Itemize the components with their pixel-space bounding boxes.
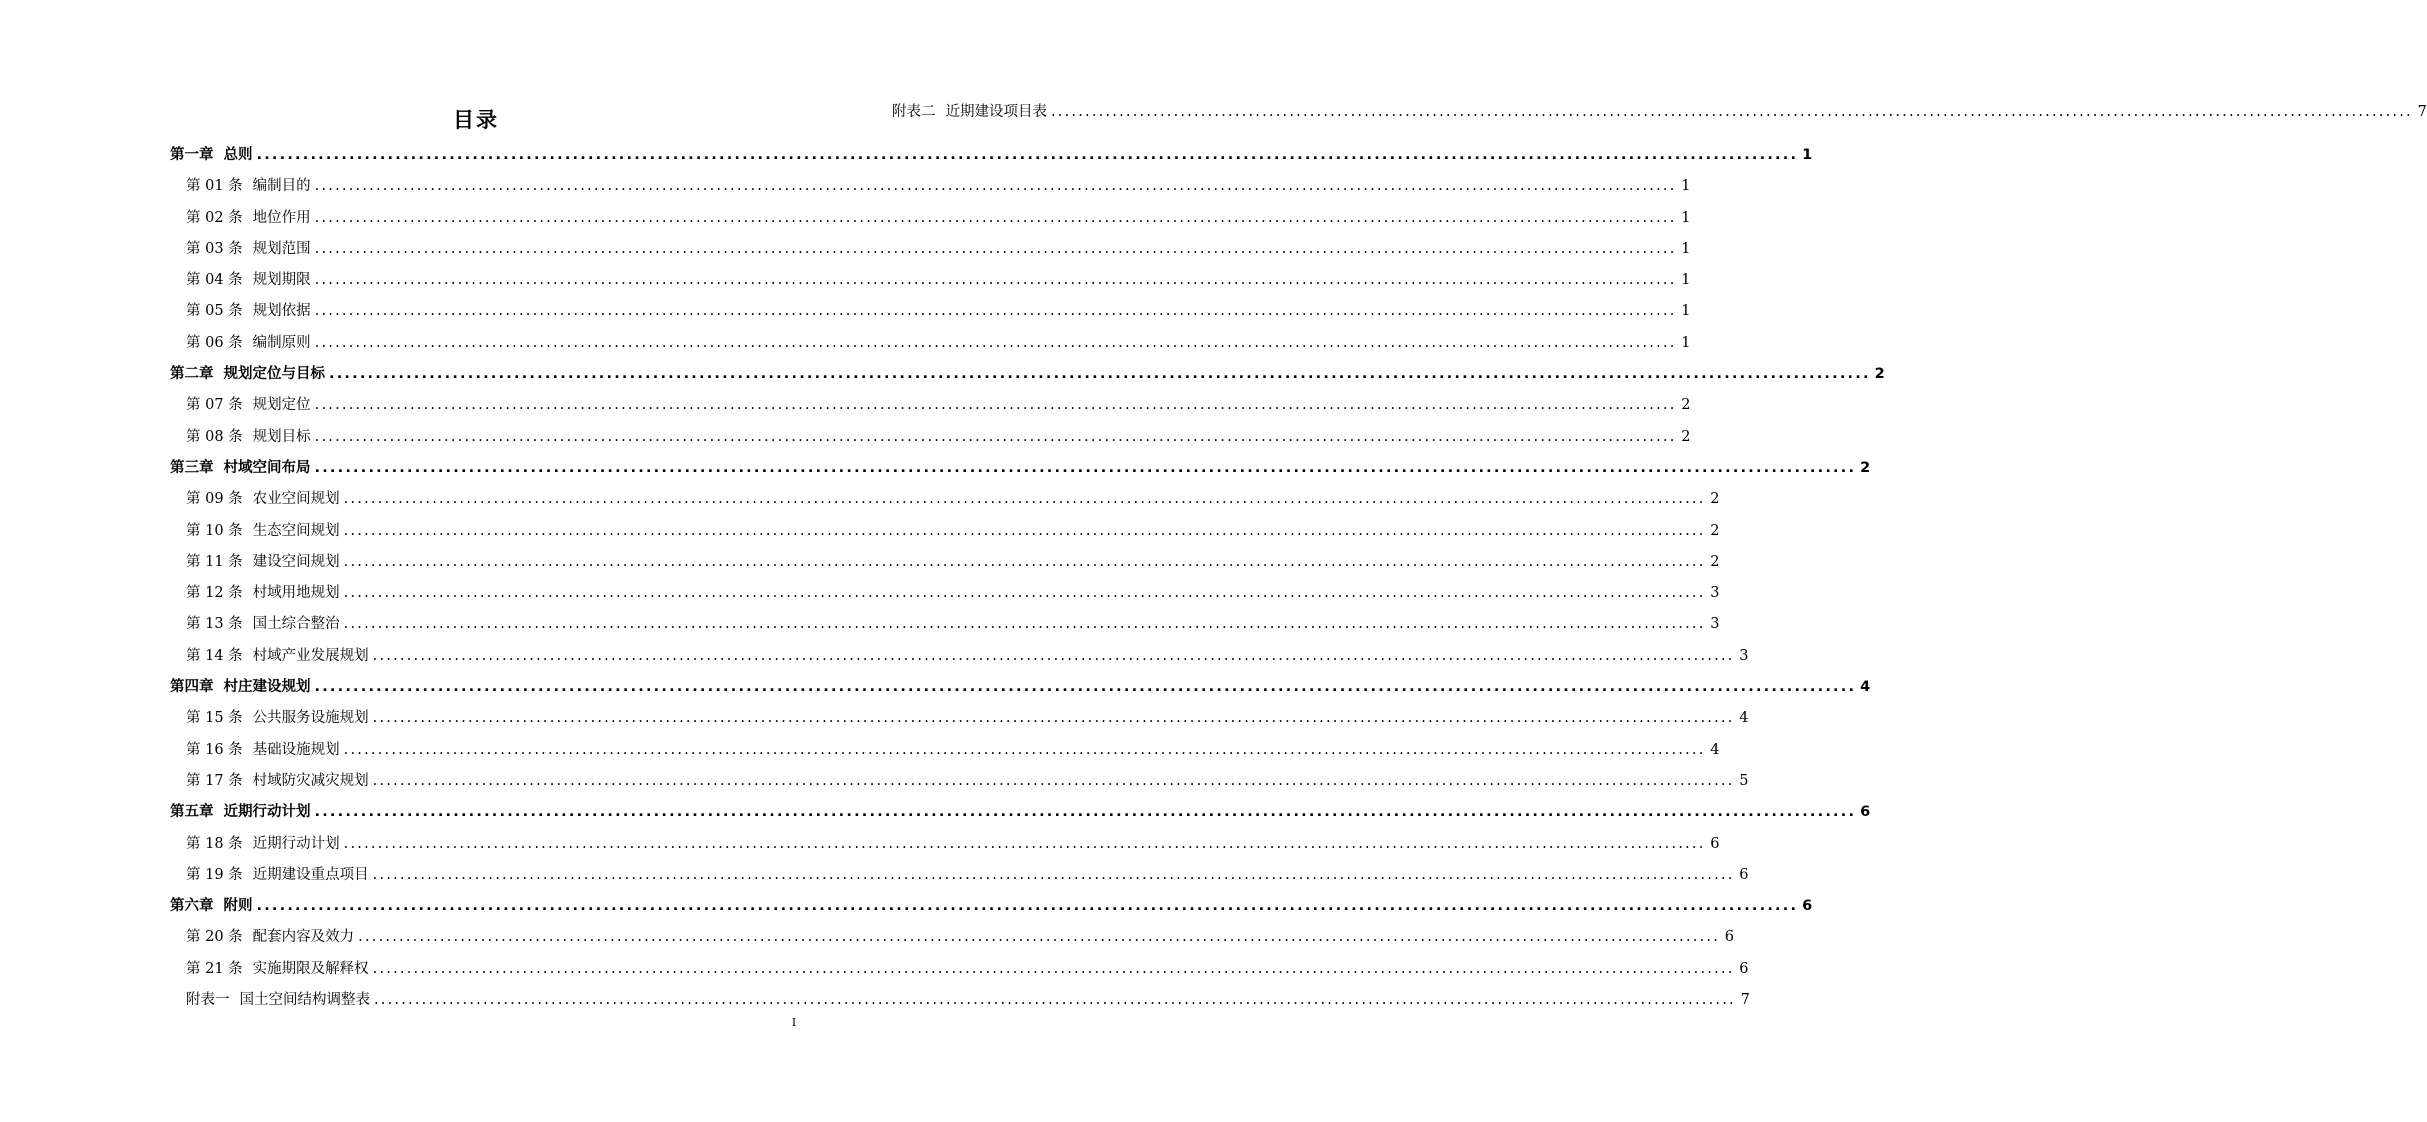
toc-chapter-entry[interactable]: [170, 359, 1885, 390]
toc-dot-leader: ........................................................................................................................................................................................................: [372, 710, 1735, 727]
toc-entry-title: 近期建设项目表: [945, 104, 1047, 120]
toc-article-entry[interactable]: [170, 578, 1720, 609]
toc-dot-leader: ........................................................................................................................................................................................................: [314, 178, 1677, 195]
toc-left-column: [170, 140, 1885, 1016]
toc-entry-page: 2: [1874, 366, 1885, 383]
toc-entry-title: 村域防灾减灾规划: [252, 772, 369, 789]
toc-entry-page: 3: [1710, 585, 1720, 602]
toc-entry-page: 3: [1710, 616, 1720, 633]
toc-entry-number: 第 11 条: [186, 553, 243, 570]
toc-entry-title: 国土综合整治: [252, 616, 340, 633]
toc-chapter-entry[interactable]: [170, 891, 1813, 922]
toc-dot-leader: ........................................................................................................................................................................................................: [372, 772, 1735, 789]
toc-entry-page: 5: [1739, 772, 1749, 789]
toc-dot-leader: ........................................................................................................................................................................................................: [314, 459, 1857, 476]
toc-dot-leader: ........................................................................................................................................................................................................: [343, 553, 1706, 570]
toc-article-entry[interactable]: [170, 829, 1720, 860]
toc-entry-number: 附表二: [892, 104, 936, 120]
toc-entry-page: 2: [1710, 491, 1720, 508]
toc-chapter-entry[interactable]: [170, 672, 1871, 703]
toc-entry-page: 2: [1860, 459, 1871, 476]
toc-entry-title: 实施期限及解释权: [252, 960, 369, 977]
toc-entry-title: 近期建设重点项目: [252, 866, 369, 883]
toc-entry-number: 第 19 条: [186, 866, 243, 883]
toc-entry-title: 村域产业发展规划: [252, 647, 369, 664]
toc-entry-title: 附则: [223, 898, 253, 915]
toc-dot-leader: ........................................................................................................................................................................................................: [314, 334, 1677, 351]
toc-entry-title: 规划范围: [252, 240, 311, 257]
toc-entry-number: 第 14 条: [186, 647, 243, 664]
toc-dot-leader: ........................................................................................................................................................................................................: [343, 616, 1706, 633]
toc-entry-title: 村庄建设规划: [223, 679, 311, 696]
toc-entry-title: 总则: [223, 147, 253, 163]
toc-entry-title: 编制原则: [252, 334, 311, 351]
toc-dot-leader: ........................................................................................................................................................................................................: [314, 209, 1677, 226]
toc-article-entry[interactable]: [170, 265, 1691, 296]
toc-entry-number: 附表一: [186, 992, 230, 1009]
page-title: 目录: [453, 108, 499, 132]
toc-article-entry[interactable]: [170, 203, 1691, 234]
toc-entry-page: 4: [1710, 741, 1720, 758]
toc-dot-leader: ........................................................................................................................................................................................................: [343, 491, 1706, 508]
toc-entry-page: 6: [1802, 898, 1813, 915]
toc-dot-leader: ........................................................................................................................................................................................................: [343, 741, 1706, 758]
toc-dot-leader: ........................................................................................................................................................................................................: [314, 804, 1857, 821]
toc-entry-title: 村域用地规划: [252, 585, 340, 602]
toc-entry-number: 第 12 条: [186, 585, 243, 602]
toc-dot-leader: ........................................................................................................................................................................................................: [329, 366, 1871, 383]
toc-entry-title: 近期行动计划: [223, 804, 311, 821]
toc-article-entry[interactable]: [170, 234, 1691, 265]
toc-article-entry[interactable]: [170, 703, 1749, 734]
toc-dot-leader: ........................................................................................................................................................................................................: [372, 647, 1735, 664]
toc-entry-page: 4: [1860, 679, 1871, 696]
toc-article-entry[interactable]: [170, 390, 1691, 421]
toc-dot-leader: ........................................................................................................................................................................................................: [343, 835, 1706, 852]
page-number: I: [791, 1016, 797, 1029]
toc-entry-title: 规划依据: [252, 303, 311, 320]
toc-entry-page: 6: [1739, 866, 1749, 883]
toc-dot-leader: ........................................................................................................................................................................................................: [343, 585, 1706, 602]
toc-entry-number: 第五章: [170, 804, 214, 821]
toc-entry-title: 配套内容及效力: [252, 929, 355, 946]
toc-dot-leader: ........................................................................................................................................................................................................: [314, 240, 1677, 257]
toc-dot-leader: ........................................................................................................................................................................................................: [314, 397, 1677, 414]
toc-entry-title: 地位作用: [252, 209, 311, 226]
toc-entry-page: 1: [1681, 178, 1691, 195]
toc-entry-page: 1: [1681, 240, 1691, 257]
toc-dot-leader: ........................................................................................................................................................................................................: [314, 428, 1677, 445]
toc-entry-number: 第 06 条: [186, 334, 243, 351]
toc-entry-number: 第 17 条: [186, 772, 243, 789]
toc-entry-page: 4: [1739, 710, 1749, 727]
toc-entry-page: 6: [1710, 835, 1720, 852]
toc-entry-title: 规划目标: [252, 428, 311, 445]
toc-entry-number: 第 09 条: [186, 491, 243, 508]
toc-entry-number: 第 13 条: [186, 616, 243, 633]
toc-entry-page: 1: [1681, 334, 1691, 351]
toc-article-entry[interactable]: [170, 985, 1750, 1016]
toc-article-entry[interactable]: [170, 954, 1749, 985]
toc-entry-page: 2: [1681, 428, 1691, 445]
toc-dot-leader: ........................................................................................................................................................................................................: [372, 960, 1735, 977]
toc-entry-title: 农业空间规划: [252, 491, 340, 508]
toc-article-entry[interactable]: [170, 735, 1720, 766]
toc-entry-number: 第 01 条: [186, 178, 243, 195]
toc-entry-title: 公共服务设施规划: [252, 710, 369, 727]
toc-entry-title: 基础设施规划: [252, 741, 340, 758]
toc-entry-number: 第 03 条: [186, 240, 243, 257]
toc-dot-leader: ........................................................................................................................................................................................................: [358, 929, 1720, 946]
toc-article-entry[interactable]: [170, 516, 1720, 547]
toc-article-entry[interactable]: [876, 97, 2427, 128]
toc-article-entry[interactable]: [170, 484, 1720, 515]
toc-dot-leader: ........................................................................................................................................................................................................: [374, 992, 1736, 1009]
toc-article-entry[interactable]: [170, 328, 1691, 359]
toc-article-entry[interactable]: [170, 609, 1720, 640]
toc-entry-number: 第 20 条: [186, 929, 243, 946]
toc-entry-page: 1: [1681, 303, 1691, 320]
toc-entry-number: 第 16 条: [186, 741, 243, 758]
toc-entry-number: 第一章: [170, 147, 214, 163]
toc-entry-number: 第 15 条: [186, 710, 243, 727]
toc-entry-title: 规划定位与目标: [223, 366, 325, 383]
toc-entry-page: 6: [1724, 929, 1734, 946]
toc-entry-title: 生态空间规划: [252, 522, 340, 539]
toc-entry-title: 规划定位: [252, 397, 311, 414]
toc-entry-number: 第 10 条: [186, 522, 243, 539]
toc-entry-page: 1: [1681, 209, 1691, 226]
toc-entry-page: 1: [1681, 272, 1691, 289]
toc-dot-leader: ........................................................................................................................................................................................................: [1051, 104, 2413, 120]
toc-entry-number: 第三章: [170, 459, 214, 476]
toc-article-entry[interactable]: [170, 296, 1691, 327]
toc-entry-number: 第 18 条: [186, 835, 243, 852]
toc-article-entry[interactable]: [170, 922, 1734, 953]
toc-entry-title: 村域空间布局: [223, 459, 311, 476]
toc-entry-number: 第 07 条: [186, 397, 243, 414]
toc-entry-title: 规划期限: [252, 272, 311, 289]
toc-article-entry[interactable]: [170, 860, 1749, 891]
toc-entry-page: 2: [1681, 397, 1691, 414]
toc-entry-number: 第二章: [170, 366, 214, 383]
toc-entry-page: 3: [1739, 647, 1749, 664]
toc-entry-number: 第 02 条: [186, 209, 243, 226]
toc-entry-page: 1: [1802, 147, 1813, 163]
toc-entry-page: 2: [1710, 522, 1720, 539]
toc-entry-number: 第六章: [170, 898, 214, 915]
toc-entry-number: 第 04 条: [186, 272, 243, 289]
toc-chapter-entry[interactable]: [170, 797, 1871, 828]
toc-entry-page: 7: [2417, 104, 2427, 120]
toc-entry-title: 近期行动计划: [252, 835, 340, 852]
toc-dot-leader: ........................................................................................................................................................................................................: [314, 679, 1857, 696]
toc-entry-page: 2: [1710, 553, 1720, 570]
toc-dot-leader: ........................................................................................................................................................................................................: [256, 147, 1799, 163]
toc-dot-leader: ........................................................................................................................................................................................................: [314, 272, 1677, 289]
toc-article-entry[interactable]: [170, 547, 1720, 578]
toc-entry-title: 建设空间规划: [252, 553, 340, 570]
toc-entry-page: 6: [1860, 804, 1871, 821]
toc-entry-number: 第 05 条: [186, 303, 243, 320]
toc-right-column: [876, 97, 2427, 128]
toc-article-entry[interactable]: [170, 422, 1691, 453]
toc-chapter-entry[interactable]: [170, 140, 1813, 171]
toc-dot-leader: ........................................................................................................................................................................................................: [256, 898, 1799, 915]
toc-entry-number: 第 08 条: [186, 428, 243, 445]
toc-entry-page: 6: [1739, 960, 1749, 977]
toc-chapter-entry[interactable]: [170, 453, 1871, 484]
toc-entry-number: 第四章: [170, 679, 214, 696]
toc-dot-leader: ........................................................................................................................................................................................................: [314, 303, 1677, 320]
toc-article-entry[interactable]: [170, 171, 1691, 202]
toc-entry-number: 第 21 条: [186, 960, 243, 977]
toc-entry-title: 国土空间结构调整表: [239, 992, 370, 1009]
toc-dot-leader: ........................................................................................................................................................................................................: [343, 522, 1706, 539]
toc-article-entry[interactable]: [170, 641, 1749, 672]
toc-dot-leader: ........................................................................................................................................................................................................: [372, 866, 1735, 883]
toc-article-entry[interactable]: [170, 766, 1749, 797]
toc-entry-page: 7: [1740, 992, 1750, 1009]
toc-entry-title: 编制目的: [252, 178, 311, 195]
